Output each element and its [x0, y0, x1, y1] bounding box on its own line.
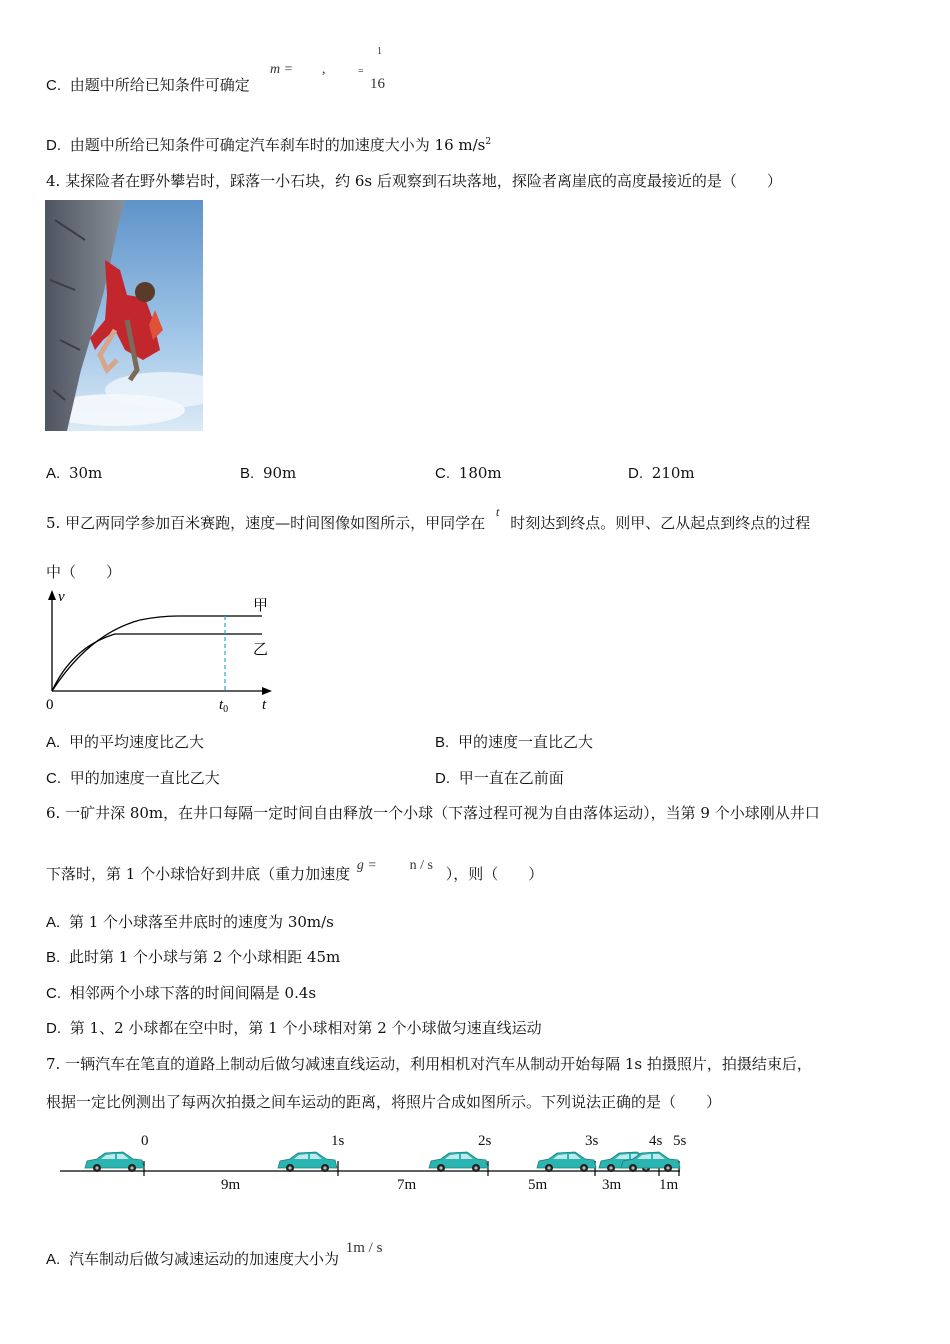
distance-label-2: 7m [397, 1177, 417, 1193]
curve-yi [52, 634, 262, 691]
option-letter: A. [46, 914, 61, 931]
label-yi: 乙 [253, 642, 269, 658]
distance-label-1: 9m [221, 1177, 241, 1193]
car-icon-0 [85, 1152, 144, 1172]
option-letter: C. [46, 985, 61, 1002]
q4-option-a [46, 464, 102, 482]
distance-label-3: 5m [528, 1177, 548, 1193]
option-text: 此时第 1 个小球与第 2 个小球相距 45m [68, 948, 341, 966]
option-text: 第 1、2 小球都在空中时，第 1 个小球相对第 2 个小球做匀速直线运动 [69, 1019, 542, 1037]
option-letter: A. [46, 1251, 61, 1268]
option-letter: D. [435, 770, 450, 787]
option-text: 180m [458, 464, 502, 482]
option-text: 甲的加速度一直比乙大 [69, 769, 220, 787]
q5-option-d [435, 767, 564, 788]
option-letter: B. [435, 734, 450, 751]
q5-option-c [46, 767, 220, 788]
fraction-numerator: 1 [377, 46, 382, 57]
option-text: 甲的速度一直比乙大 [457, 733, 593, 751]
option-text: 汽车制动后做匀减速运动的加速度大小为 [68, 1250, 339, 1268]
option-letter: D. [628, 465, 643, 482]
option-letter: D. [46, 137, 61, 154]
math-acceleration: 1m / s [345, 1240, 383, 1256]
vt-graph [40, 588, 280, 716]
option-text: 30m [68, 464, 103, 482]
time-label-1: 1s [331, 1133, 345, 1149]
q6-option-c [46, 982, 316, 1003]
stem-text: ），则（ ） [445, 865, 544, 883]
distance-label-5: 1m [659, 1177, 679, 1193]
q6-option-a [46, 911, 334, 932]
stem-text: 5. 甲乙两同学参加百米赛跑，速度—时间图像如图所示，甲同学在 [46, 514, 486, 532]
label-origin: 0 [46, 697, 54, 713]
curve-jia [52, 616, 262, 691]
q3-option-c [46, 74, 250, 95]
option-letter: A. [46, 734, 61, 751]
option-letter: B. [240, 465, 255, 482]
stem-text: 时刻达到终点。则甲、乙从起点到终点的过程 [510, 514, 811, 532]
t-axis-arrow [262, 687, 272, 695]
math-t: t [495, 504, 500, 519]
q6-stem-line2 [46, 858, 544, 884]
q4-option-b [240, 464, 296, 482]
label-t0-main: t [219, 697, 224, 713]
q7-option-a [46, 1240, 383, 1269]
car-motion-diagram [55, 1125, 700, 1200]
car-icon-1 [278, 1152, 337, 1172]
label-v: v [58, 589, 65, 605]
option-text: 90m [262, 464, 297, 482]
option-text: 210m [651, 464, 695, 482]
option-letter: D. [46, 1020, 61, 1037]
label-t: t [262, 697, 267, 713]
q7-stem-line1: 7. 一辆汽车在笔直的道路上制动后做匀减速直线运动，利用相机对汽车从制动开始每隔 1s 拍摄照片，拍摄结束后， [46, 1055, 812, 1073]
option-text: 相邻两个小球下落的时间间隔是 0.4s [69, 984, 317, 1002]
stem-text: 下落时，第 1 个小球恰好到井底（重力加速度 [46, 865, 351, 883]
q5-stem-line2: 中（ ） [46, 563, 122, 581]
option-text: 由题中所给已知条件可确定 [69, 76, 250, 94]
q3-option-d [46, 134, 491, 155]
math-unit: n / s [409, 858, 433, 873]
climber-photo [45, 200, 203, 431]
time-label-3: 3s [585, 1133, 599, 1149]
q4-option-d [628, 464, 695, 482]
superscript: 2 [485, 137, 492, 147]
q5-option-b [435, 731, 593, 752]
option-letter: A. [46, 465, 61, 482]
fraction-denominator: 16 [370, 76, 385, 92]
car-icon-3 [537, 1152, 596, 1172]
distance-label-4: 3m [602, 1177, 622, 1193]
q6-option-b [46, 946, 340, 967]
q6-option-d [46, 1017, 542, 1038]
tick-marks [144, 1161, 679, 1176]
math-comma: , [322, 62, 326, 77]
q5-option-a [46, 731, 204, 752]
time-label-4: 4s [649, 1133, 663, 1149]
car-icon-2 [429, 1152, 488, 1172]
q4-stem: 4. 某探险者在野外攀岩时，踩落一小石块，约 6s 后观察到石块落地，探险者离崖底的高度最接近的是（ ） [46, 172, 782, 190]
option-letter: B. [46, 949, 61, 966]
label-t0 [219, 697, 228, 715]
v-axis-arrow [48, 590, 56, 600]
option-text: 由题中所给已知条件可确定汽车刹车时的加速度大小为 16 m/s [69, 136, 486, 154]
option-letter: C. [435, 465, 450, 482]
option-text: 第 1 个小球落至井底时的速度为 30m/s [68, 913, 334, 931]
label-t0-sub: 0 [223, 704, 229, 715]
math-g-equals: g = [356, 858, 377, 873]
option-text: 甲的平均速度比乙大 [68, 733, 204, 751]
time-label-2: 2s [478, 1133, 492, 1149]
q7-stem-line2: 根据一定比例测出了每两次拍摄之间车运动的距离，将照片合成如图所示。下列说法正确的是（ ） [46, 1093, 722, 1111]
math-equals: = [358, 66, 364, 77]
option-letter: C. [46, 770, 61, 787]
label-jia: 甲 [253, 598, 269, 614]
math-m-equals: m = [270, 62, 294, 77]
option-letter: C. [46, 77, 61, 94]
q4-option-c [435, 464, 502, 482]
time-label-5: 5s [673, 1133, 687, 1149]
q6-stem-line1: 6. 一矿井深 80m，在井口每隔一定时间自由释放一个小球（下落过程可视为自由落体运动），当第 9 个小球刚从井口 [46, 804, 820, 822]
q5-stem-line1 [46, 504, 811, 533]
time-label-0: 0 [141, 1133, 149, 1149]
option-text: 甲一直在乙前面 [458, 769, 564, 787]
